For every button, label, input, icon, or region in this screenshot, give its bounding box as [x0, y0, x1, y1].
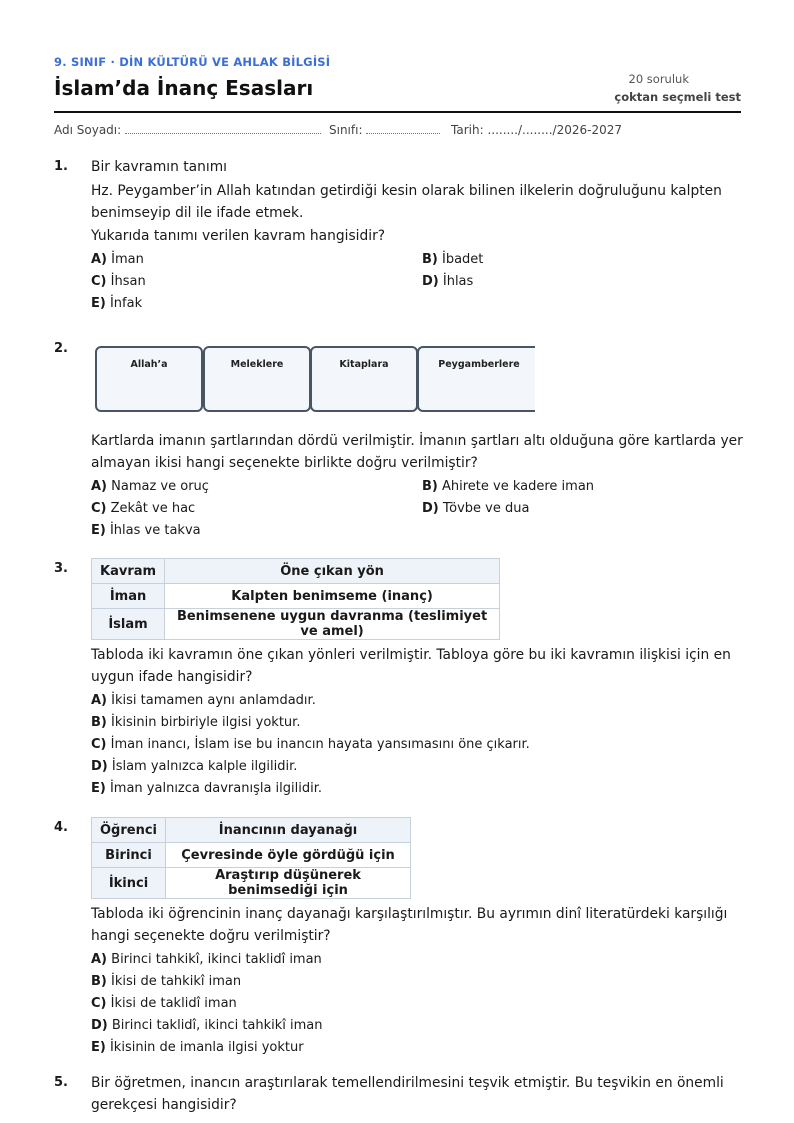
- option-letter: B): [91, 715, 107, 730]
- page-title: İslam’da İnanç Esasları: [54, 76, 314, 100]
- option-c[interactable]: [91, 271, 422, 293]
- option-text: İslam yalnızca kalple ilgilidir.: [111, 759, 298, 774]
- options: [91, 249, 744, 315]
- option-d[interactable]: [91, 756, 744, 778]
- question-number: 4.: [54, 820, 68, 835]
- student-table: [91, 817, 411, 899]
- class-label: Sınıfı:: [329, 123, 363, 137]
- definition-text: Hz. Peygamber’in Allah katından getirdiği kesin olarak bilinen ilkelerin doğruluğunu kalpten benimseyip dil ile ifade etmek.: [91, 183, 722, 221]
- question-text: Kartlarda imanın şartlarından dördü verilmiştir. İmanın şartları altı olduğuna göre kartlarda yer almayan ikisi hangi seçenekte birlikte doğru verilmiştir?: [91, 433, 743, 471]
- condition-cards: [95, 346, 535, 416]
- option-a[interactable]: [91, 476, 422, 498]
- question-4: [54, 817, 744, 1059]
- option-d[interactable]: [422, 271, 722, 293]
- option-text: İman yalnızca davranışla ilgilidir.: [109, 781, 323, 796]
- table-cell: Araştırıp düşünerek benimsediği için: [166, 868, 411, 899]
- option-letter: D): [91, 759, 108, 774]
- table-cell: İman: [92, 584, 165, 609]
- table-header: Kavram: [92, 559, 165, 584]
- options: [91, 949, 744, 1059]
- question-text: Tabloda iki öğrencinin inanç dayanağı karşılaştırılmıştır. Bu ayrımın dinî literatürdeki karşılığı hangi seçenekte doğru verilmiştir?: [91, 906, 728, 944]
- date-label: Tarih:: [451, 123, 484, 137]
- option-c[interactable]: [91, 734, 744, 756]
- question-3: [54, 558, 744, 800]
- option-e[interactable]: [91, 293, 422, 315]
- option-text: Birinci tahkikî, ikinci taklidî iman: [111, 952, 322, 967]
- question-number: 3.: [54, 561, 68, 576]
- option-c[interactable]: [91, 993, 744, 1015]
- option-letter: B): [422, 252, 438, 267]
- name-label: Adı Soyadı:: [54, 123, 122, 137]
- class-blank[interactable]: [366, 124, 440, 134]
- option-b[interactable]: [422, 476, 722, 498]
- test-type: çoktan seçmeli test: [614, 90, 741, 104]
- name-blank[interactable]: [125, 124, 321, 134]
- option-text: İkisi tamamen aynı anlamdadır.: [111, 693, 316, 708]
- question-number: 1.: [54, 159, 68, 174]
- option-text: Zekât ve hac: [110, 501, 196, 516]
- question-stem: [91, 430, 744, 474]
- table-cell: İslam: [92, 609, 165, 640]
- table-header: Öğrenci: [92, 818, 166, 843]
- option-letter: C): [91, 737, 107, 752]
- option-letter: C): [91, 501, 107, 516]
- option-text: İhlas ve takva: [109, 523, 201, 538]
- card-kitaplara: [310, 346, 418, 412]
- option-letter: E): [91, 1040, 106, 1055]
- question-stem: [91, 1072, 744, 1116]
- option-text: İnfak: [109, 296, 143, 311]
- date-field[interactable]: [451, 123, 622, 137]
- option-letter: D): [91, 1018, 108, 1033]
- table-cell: Birinci: [92, 843, 166, 868]
- option-text: İkisi de tahkikî iman: [111, 974, 242, 989]
- question-text: Yukarıda tanımı verilen kavram hangisidir?: [91, 228, 386, 244]
- stem-line: Bir kavramın tanımı: [91, 159, 227, 175]
- table-cell: Çevresinde öyle gördüğü için: [166, 843, 411, 868]
- question-stem: [91, 156, 744, 247]
- option-text: İhlas: [442, 274, 474, 289]
- option-text: İbadet: [442, 252, 484, 267]
- option-b[interactable]: [422, 249, 722, 271]
- option-b[interactable]: [91, 971, 744, 993]
- option-a[interactable]: [91, 249, 422, 271]
- table-cell: Kalpten benimseme (inanç): [165, 584, 500, 609]
- question-number: 2.: [54, 341, 68, 356]
- table-row: [92, 609, 500, 640]
- option-letter: D): [422, 274, 439, 289]
- options: [91, 476, 744, 542]
- concept-table: [91, 558, 500, 640]
- card-label: Peygamberlere: [438, 359, 520, 370]
- option-letter: D): [422, 501, 439, 516]
- option-letter: A): [91, 952, 108, 967]
- option-d[interactable]: [422, 498, 722, 520]
- table-cell: İkinci: [92, 868, 166, 899]
- question-text: Bir öğretmen, inancın araştırılarak temellendirilmesini teşvik etmiştir. Bu teşvikin en önemli gerekçesi hangisidir?: [91, 1075, 724, 1113]
- card-peygamberlere: [417, 346, 535, 412]
- table-header-row: [92, 559, 500, 584]
- option-letter: E): [91, 523, 106, 538]
- option-text: Ahirete ve kadere iman: [442, 479, 595, 494]
- option-letter: E): [91, 781, 106, 796]
- option-text: Tövbe ve dua: [442, 501, 530, 516]
- question-text: Tabloda iki kavramın öne çıkan yönleri verilmiştir. Tabloya göre bu iki kavramın ilişkisi için en uygun ifade hangisidir?: [91, 647, 731, 685]
- option-text: İkisinin birbiriyle ilgisi yoktur.: [111, 715, 301, 730]
- question-2: [54, 338, 744, 542]
- option-letter: A): [91, 252, 108, 267]
- course-label: 9. SINIF · DİN KÜLTÜRÜ VE AHLAK BİLGİSİ: [54, 55, 331, 69]
- table-row: [92, 868, 411, 899]
- card-label: Meleklere: [230, 359, 284, 370]
- option-a[interactable]: [91, 949, 744, 971]
- question-stem: [91, 644, 744, 688]
- option-letter: B): [422, 479, 438, 494]
- option-text: İkisinin de imanla ilgisi yoktur: [109, 1040, 304, 1055]
- options: [91, 690, 744, 800]
- card-meleklere: [203, 346, 311, 412]
- table-header: Öne çıkan yön: [165, 559, 500, 584]
- question-number: 5.: [54, 1075, 68, 1090]
- table-header-row: [92, 818, 411, 843]
- class-field[interactable]: [329, 123, 440, 137]
- option-letter: E): [91, 296, 106, 311]
- question-count: 20 soruluk: [628, 72, 689, 86]
- option-text: İhsan: [110, 274, 146, 289]
- name-field[interactable]: [54, 123, 321, 137]
- question-5: [54, 1072, 744, 1116]
- option-e[interactable]: [91, 778, 744, 800]
- option-letter: C): [91, 996, 107, 1011]
- option-letter: A): [91, 693, 108, 708]
- option-e[interactable]: [91, 1037, 744, 1059]
- option-d[interactable]: [91, 1015, 744, 1037]
- card-label: Allah’a: [130, 359, 168, 370]
- option-letter: A): [91, 479, 108, 494]
- option-c[interactable]: [91, 498, 422, 520]
- table-cell: Benimsenene uygun davranma (teslimiyet ve amel): [165, 609, 500, 640]
- option-text: İman inancı, İslam ise bu inancın hayata yansımasını öne çıkarır.: [110, 737, 530, 752]
- option-a[interactable]: [91, 690, 744, 712]
- option-text: İkisi de taklidî iman: [110, 996, 237, 1011]
- table-row: [92, 843, 411, 868]
- option-text: Birinci taklidî, ikinci tahkikî iman: [111, 1018, 323, 1033]
- option-e[interactable]: [91, 520, 422, 542]
- table-row: [92, 584, 500, 609]
- option-b[interactable]: [91, 712, 744, 734]
- header-divider: [54, 111, 741, 113]
- option-letter: B): [91, 974, 107, 989]
- card-label: Kitaplara: [339, 359, 389, 370]
- date-value: ......../......../2026-2027: [487, 123, 622, 137]
- option-text: Namaz ve oruç: [111, 479, 209, 494]
- card-allah: [95, 346, 203, 412]
- question-1: [54, 156, 744, 315]
- option-text: İman: [111, 252, 144, 267]
- table-header: İnancının dayanağı: [166, 818, 411, 843]
- question-stem: [91, 903, 744, 947]
- option-letter: C): [91, 274, 107, 289]
